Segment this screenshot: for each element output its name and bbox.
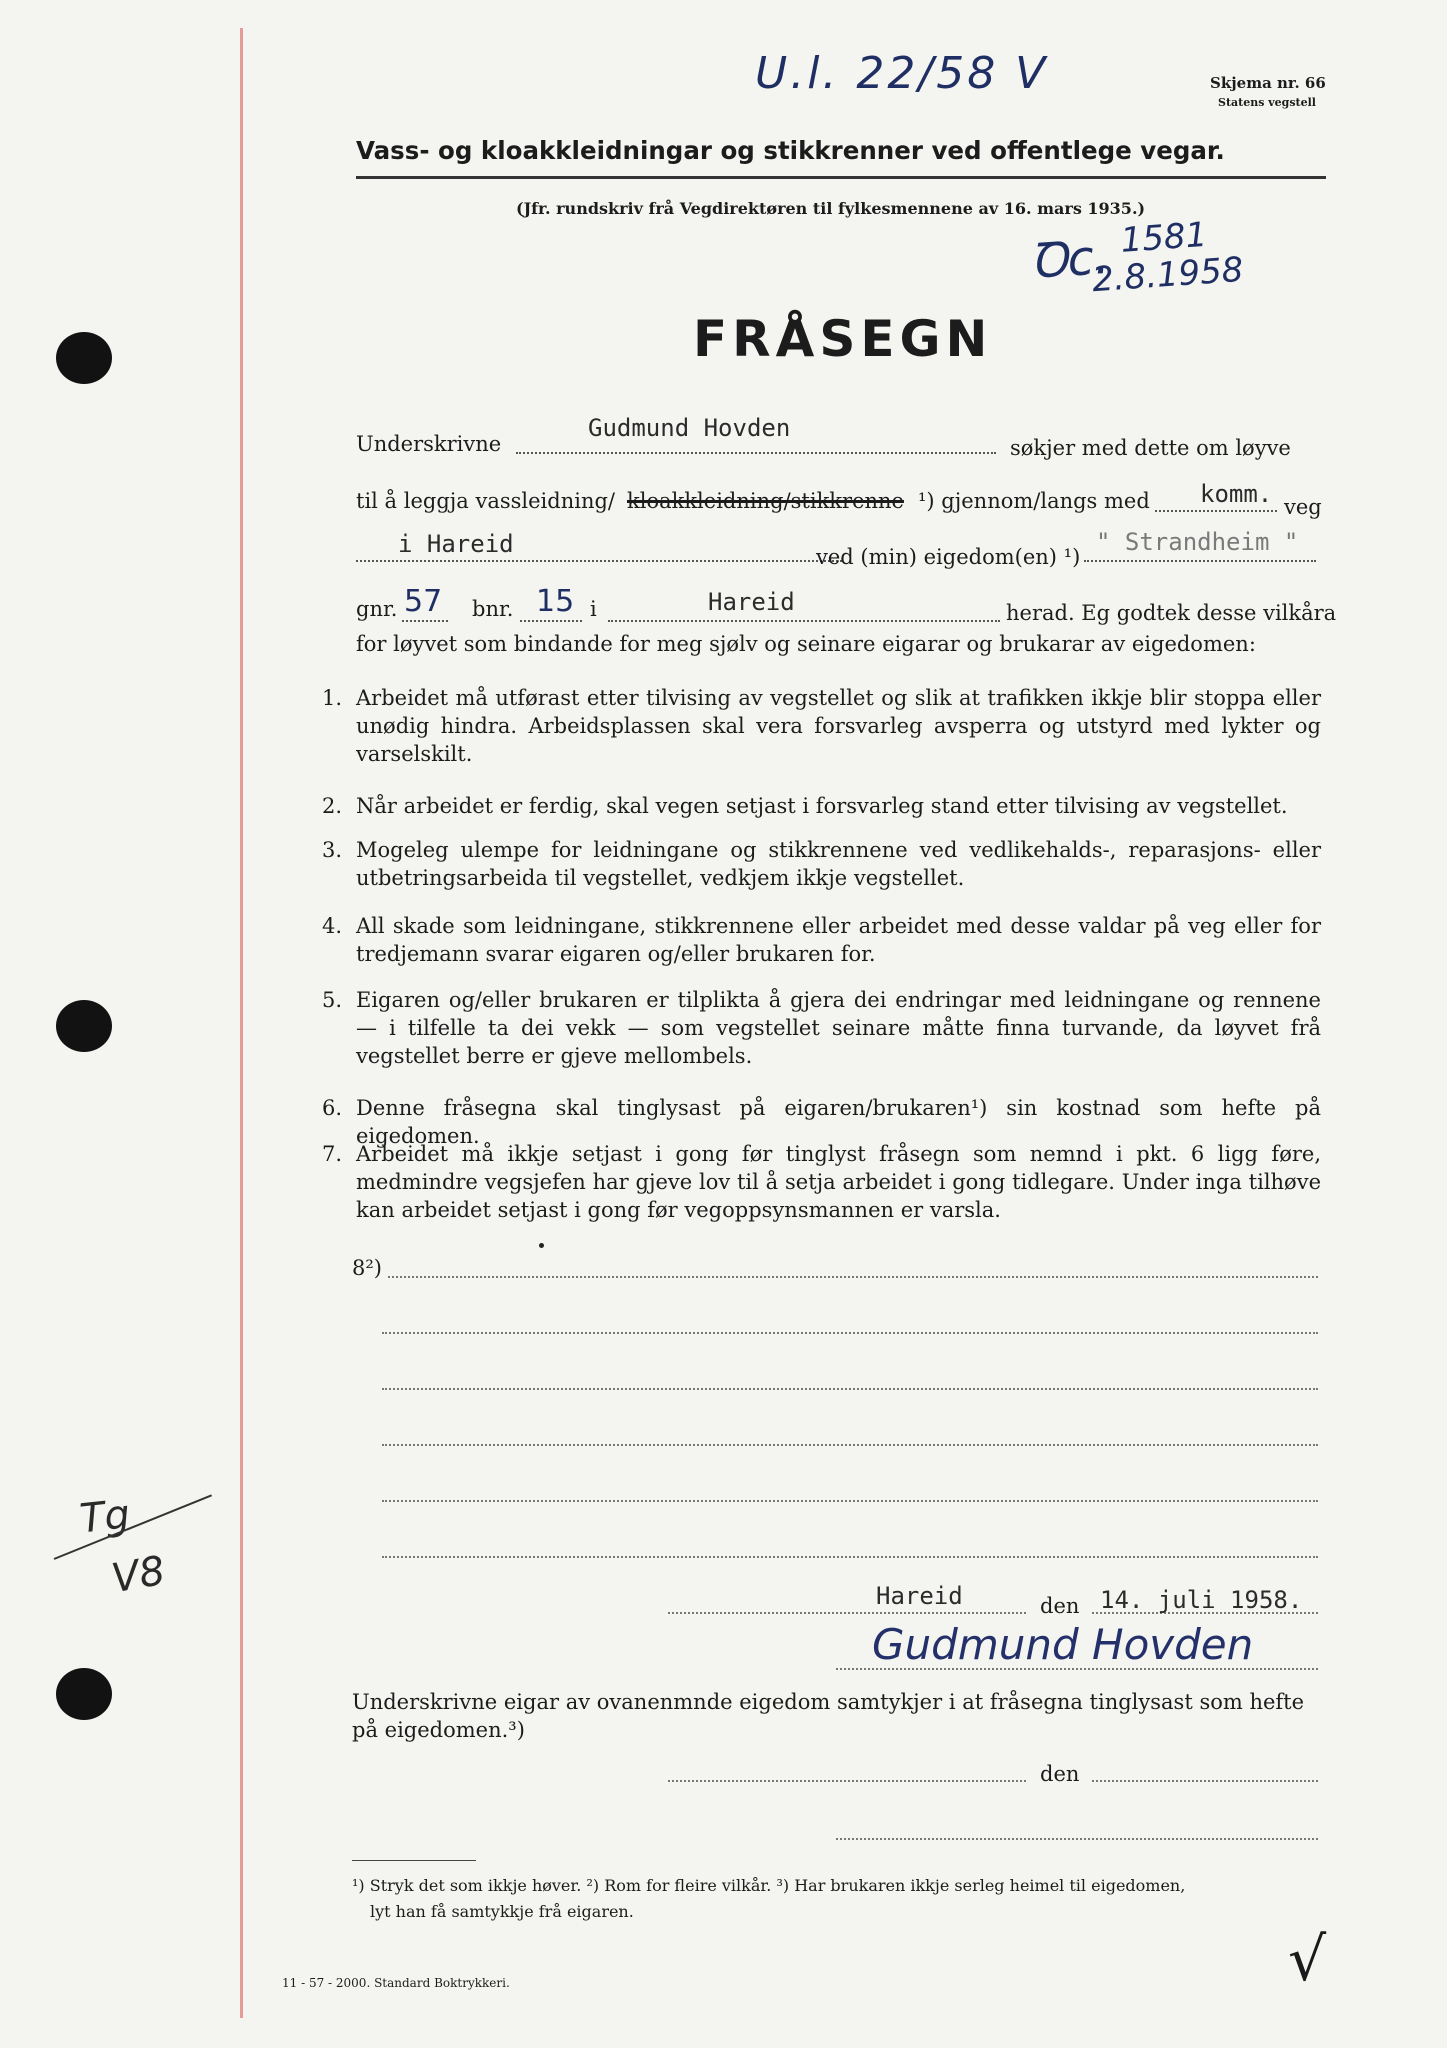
gnr-dotline	[402, 620, 448, 622]
item-text: All skade som leidningane, stikkrennene eller arbeidet med desse valdar på veg eller for tredjemann svarar eigaren og/eller brukaren for.	[356, 914, 1321, 966]
property-name: " Strandheim "	[1096, 528, 1299, 556]
label-til-a-leggja: til å leggja vassleidning/	[356, 489, 616, 513]
label-for-loyvet: for løyvet som bindande for meg sjølv og seinare eigarar og brukarar av eigedomen:	[356, 632, 1256, 656]
signature-dotline	[836, 1668, 1318, 1670]
consent-place-dotline	[668, 1780, 1026, 1782]
blank-line	[382, 1388, 1318, 1390]
applicant-signature: Gudmund Hovden	[872, 1620, 1254, 1669]
footnote-line-1: ¹) Stryk det som ikkje høver. ²) Rom for fleire vilkår. ³) Har brukaren ikkje serleg heimel til eigedomen,	[352, 1876, 1186, 1895]
bnr-dotline	[520, 620, 582, 622]
label-den: den	[1040, 1594, 1080, 1618]
struck-option: kloakkleidning/stikkrenne	[627, 489, 904, 513]
road-type-dotline	[1155, 510, 1277, 512]
punch-hole-bottom	[56, 1668, 112, 1720]
punch-hole-top	[56, 332, 112, 384]
document-title: FRÅSEGN	[693, 310, 993, 368]
consent-signature-dotline	[836, 1838, 1318, 1840]
item-text: Når arbeidet er ferdig, skal vegen setjast i forsvarleg stand etter tilvising av vegstellet.	[356, 794, 1288, 818]
signing-date: 14. juli 1958.	[1100, 1586, 1303, 1614]
blank-line	[382, 1556, 1318, 1558]
item-number: 3.	[322, 838, 343, 862]
place: i Hareid	[398, 530, 514, 558]
footnote-rule	[352, 1860, 476, 1861]
label-gnr: gnr.	[356, 597, 398, 621]
corner-handwritten-mark: √	[1288, 1925, 1327, 1995]
handwritten-reference: U.l. 22/58 V	[755, 48, 1049, 99]
road-type: komm.	[1200, 480, 1273, 508]
condition-item	[322, 986, 1321, 1070]
item-text: Mogeleg ulempe for leidningane og stikkrennene ved vedlikehalds-, reparasjons- eller utbetringsarbeida til vegstellet, vedkjem ikkje vegstellet.	[356, 838, 1321, 890]
bnr-value: 15	[536, 584, 575, 619]
place-dotline	[356, 560, 842, 562]
margin-note-stroke	[54, 1491, 212, 1560]
blank-line	[388, 1276, 1318, 1278]
herad-dotline	[608, 620, 1000, 622]
item-number: 7.	[322, 1142, 343, 1166]
ink-dot	[539, 1243, 544, 1248]
consent-label-den: den	[1040, 1762, 1080, 1786]
blank-line	[382, 1332, 1318, 1334]
applicant-name: Gudmund Hovden	[588, 414, 791, 442]
label-sokjer: søkjer med dette om løyve	[1010, 436, 1291, 460]
item-8-label: 8²)	[352, 1256, 382, 1280]
form-issuer: Statens vegstell	[1218, 96, 1316, 109]
blank-line	[382, 1500, 1318, 1502]
condition-item	[322, 1140, 1321, 1224]
registration-number: 1581	[1119, 214, 1209, 261]
printer-imprint: 11 - 57 - 2000. Standard Boktrykkeri.	[282, 1976, 510, 1990]
label-i: i	[590, 597, 597, 621]
label-veg: veg	[1284, 495, 1322, 519]
label-bnr: bnr.	[472, 597, 514, 621]
registration-date: 2.8.1958	[1090, 249, 1245, 301]
registration-symbol: Ꝺc.	[1028, 228, 1112, 291]
label-underskrivne: Underskrivne	[356, 432, 502, 456]
form-number: Skjema nr. 66	[1210, 74, 1326, 92]
item-text: Denne fråsegna skal tinglysast på eigaren/brukaren¹) sin kostnad som hefte på eigedomen.	[356, 1096, 1321, 1148]
document-heading: Vass- og kloakkleidningar og stikkrenner ved offentlege vegar.	[356, 136, 1225, 165]
item-text: Eigaren og/eller brukaren er tilplikta å gjera dei endringar med leidningane og rennene — i tilfelle ta dei vekk — som vegstellet seinare måtte finna turvande, da løyvet frå vegstellet berre er gjeve mellombels.	[356, 988, 1321, 1068]
margin-note-code: V8	[108, 1547, 169, 1603]
red-margin-line	[240, 28, 243, 2018]
label-ved-min-eigedom: ved (min) eigedom(en) ¹)	[816, 545, 1081, 569]
item-text: Arbeidet må ikkje setjast i gong før tinglyst fråsegn som nemnd i pkt. 6 ligg føre, medmindre vegsjefen har gjeve lov til å setja arbeidet i gong tidlegare. Under inga tilhøve kan arbeidet setjast i gong før vegoppsynsmannen er varsla.	[356, 1142, 1321, 1222]
footnote-line-2: lyt han få samtykkje frå eigaren.	[370, 1902, 634, 1921]
consent-date-dotline	[1092, 1780, 1318, 1782]
condition-item	[322, 912, 1321, 968]
item-text: Arbeidet må utførast etter tilvising av vegstellet og slik at trafikken ikkje blir stoppa eller unødig hindra. Arbeidsplassen skal vera forsvarleg avsperra og utstyrd med lykter og varselskilt.	[356, 686, 1321, 766]
punch-hole-middle	[56, 1000, 112, 1052]
gnr-value: 57	[404, 584, 443, 619]
condition-item	[322, 792, 1321, 820]
condition-item	[322, 684, 1321, 768]
signing-place-dotline	[668, 1612, 1026, 1614]
item-number: 4.	[322, 914, 343, 938]
herad-name: Hareid	[708, 588, 795, 616]
item-number: 5.	[322, 988, 343, 1012]
margin-note-initials: Tg	[77, 1491, 133, 1543]
property-dotline	[1084, 560, 1316, 562]
heading-rule	[356, 176, 1326, 179]
signing-place: Hareid	[876, 1582, 963, 1610]
document-subheading: (Jfr. rundskriv frå Vegdirektøren til fylkesmennene av 16. mars 1935.)	[516, 199, 1146, 218]
condition-item	[322, 836, 1321, 892]
item-number: 1.	[322, 686, 343, 710]
item-number: 2.	[322, 794, 343, 818]
label-herad: herad. Eg godtek desse vilkåra	[1006, 601, 1337, 625]
label-gjennom-langs: ¹) gjennom/langs med	[918, 489, 1150, 513]
item-number: 6.	[322, 1096, 343, 1120]
owner-consent-text: Underskrivne eigar av ovanenmnde eigedom samtykjer i at fråsegna tinglysast som hefte på eigedomen.³)	[352, 1690, 1305, 1742]
blank-line	[382, 1444, 1318, 1446]
name-dotline	[516, 452, 996, 454]
